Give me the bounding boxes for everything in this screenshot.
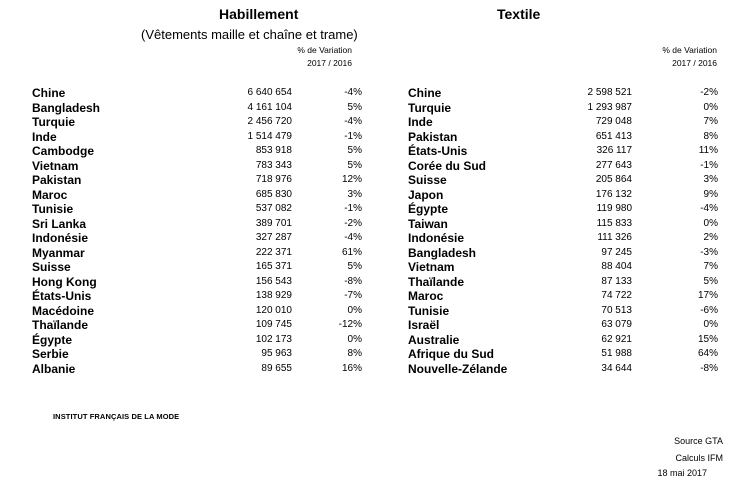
value-cell: 156 543 (255, 275, 292, 287)
country-name: Turquie (408, 100, 452, 115)
variation-cell: 0% (347, 304, 362, 316)
country-name: Hong Kong (32, 274, 97, 289)
table-row (32, 115, 362, 130)
country-name: Égypte (32, 332, 73, 347)
variation-cell: -2% (344, 217, 362, 229)
date-note: 18 mai 2017 (657, 468, 707, 478)
table-row (32, 101, 362, 116)
country-name: Égypte (408, 202, 449, 216)
country-name: Suisse (32, 260, 71, 274)
variation-cell: 11% (698, 145, 718, 156)
country-name: Indonésie (408, 231, 465, 245)
country-name: Thaïlande (408, 274, 465, 289)
variation-cell: 5% (347, 145, 362, 156)
value-cell: 1 514 479 (247, 130, 292, 142)
variation-cell: -8% (344, 275, 362, 287)
variation-cell: 5% (347, 159, 362, 171)
table-row (32, 347, 362, 362)
country-name: Pakistan (408, 129, 458, 144)
country-name: Thaïlande (32, 318, 89, 332)
value-cell: 34 644 (601, 362, 632, 374)
variation-cell: 0% (703, 101, 718, 113)
value-cell: 205 864 (595, 174, 632, 185)
habillement-subtitle: (Vêtements maille et chaîne et trame) (141, 27, 358, 42)
value-cell: 222 371 (255, 246, 292, 258)
variation-cell: -4% (344, 116, 362, 127)
country-name: Inde (32, 129, 57, 144)
value-cell: 685 830 (255, 188, 292, 200)
variation-cell: 17% (697, 290, 718, 301)
value-cell: 111 326 (597, 232, 632, 243)
variation-cell: 5% (347, 101, 362, 113)
value-cell: 4 161 104 (247, 101, 292, 113)
textile-column-header-line1: % de Variation (662, 45, 717, 55)
textile-title: Textile (497, 6, 541, 22)
table-row (32, 304, 362, 319)
country-name: Turquie (32, 115, 76, 129)
country-name: Maroc (408, 289, 444, 303)
value-cell: 63 079 (601, 319, 632, 330)
table-row (32, 159, 362, 174)
value-cell: 115 833 (596, 217, 632, 229)
table-row (408, 173, 718, 188)
variation-cell: 9% (703, 188, 718, 200)
table-row (32, 260, 362, 275)
value-cell: 62 921 (601, 333, 632, 345)
table-row (32, 333, 362, 348)
value-cell: 120 010 (255, 304, 292, 316)
variation-cell: -6% (700, 304, 718, 316)
variation-cell: -8% (700, 362, 718, 374)
value-cell: 729 048 (595, 116, 632, 127)
value-cell: 138 929 (255, 290, 292, 301)
table-row (32, 188, 362, 203)
country-name: Suisse (408, 173, 447, 187)
table-row (32, 217, 362, 232)
country-name: Corée du Sud (408, 158, 487, 173)
country-name: Tunisie (408, 303, 450, 318)
table-row (32, 202, 362, 217)
variation-cell: -12% (338, 319, 362, 330)
variation-cell: 0% (347, 333, 362, 345)
variation-cell: 0% (703, 217, 718, 229)
variation-cell: -2% (700, 87, 718, 98)
country-name: Chine (408, 86, 442, 100)
variation-cell: 8% (347, 348, 362, 359)
variation-cell: 61% (341, 246, 362, 258)
country-name: Maroc (32, 187, 68, 202)
value-cell: 6 640 654 (247, 87, 292, 98)
table-row (408, 231, 718, 246)
variation-cell: 5% (347, 261, 362, 272)
habillement-column-header-line1: % de Variation (297, 45, 352, 55)
variation-cell: 2% (703, 232, 718, 243)
table-row (32, 144, 362, 159)
institute-name: INSTITUT FRANÇAIS DE LA MODE (53, 412, 180, 421)
country-name: Cambodge (32, 144, 95, 158)
table-row (408, 159, 718, 174)
table-row (408, 246, 718, 261)
calculs-note: Calculs IFM (675, 453, 723, 463)
variation-cell: 3% (347, 188, 362, 200)
country-name: Sri Lanka (32, 216, 87, 231)
country-name: Afrique du Sud (408, 347, 494, 361)
country-name: Vietnam (32, 158, 79, 173)
value-cell: 97 245 (601, 246, 632, 258)
value-cell: 783 343 (255, 159, 292, 171)
country-name: Pakistan (32, 173, 82, 187)
value-cell: 326 117 (596, 145, 632, 156)
value-cell: 102 173 (255, 333, 292, 345)
variation-cell: 15% (697, 333, 718, 345)
table-row (408, 304, 718, 319)
table-row (408, 318, 718, 333)
value-cell: 537 082 (255, 203, 292, 214)
value-cell: 87 133 (601, 275, 632, 287)
country-name: Bangladesh (32, 100, 101, 115)
table-row (408, 362, 718, 377)
country-name: Serbie (32, 347, 69, 361)
table-row (408, 217, 718, 232)
table-row (408, 260, 718, 275)
country-name: États-Unis (408, 144, 468, 158)
variation-cell: 7% (703, 261, 718, 272)
table-row (32, 86, 362, 101)
table-row (408, 144, 718, 159)
variation-cell: -3% (700, 246, 718, 258)
variation-cell: 8% (703, 130, 718, 142)
habillement-column-header (280, 44, 352, 70)
variation-cell: 7% (703, 116, 718, 127)
value-cell: 718 976 (255, 174, 292, 185)
country-name: Vietnam (408, 260, 455, 274)
textile-column-header-line2: 2017 / 2016 (672, 58, 717, 68)
textile-column-header (645, 44, 717, 70)
table-row (408, 130, 718, 145)
variation-cell: 5% (703, 275, 718, 287)
variation-cell: -1% (700, 159, 718, 171)
variation-cell: 64% (697, 348, 718, 359)
table-row (32, 289, 362, 304)
country-name: Chine (32, 86, 66, 100)
value-cell: 51 988 (601, 348, 632, 359)
table-row (32, 130, 362, 145)
country-name: Taiwan (408, 216, 448, 231)
country-name: Indonésie (32, 231, 89, 245)
country-name: Albanie (32, 361, 76, 376)
table-row (408, 347, 718, 362)
country-name: États-Unis (32, 289, 92, 303)
value-cell: 2 598 521 (587, 87, 632, 98)
value-cell: 119 980 (596, 203, 632, 214)
table-row (32, 362, 362, 377)
table-row (32, 246, 362, 261)
country-name: Tunisie (32, 202, 74, 216)
table-row (408, 188, 718, 203)
variation-cell: -7% (344, 290, 362, 301)
habillement-title: Habillement (219, 6, 299, 22)
variation-cell: -4% (344, 232, 362, 243)
value-cell: 109 745 (255, 319, 292, 330)
country-name: Myanmar (32, 245, 85, 260)
country-name: Israël (408, 318, 440, 332)
country-name: Macédoine (32, 303, 95, 318)
value-cell: 651 413 (595, 130, 632, 142)
value-cell: 165 371 (255, 261, 292, 272)
country-name: Japon (408, 187, 444, 202)
table-row (408, 202, 718, 217)
table-row (32, 173, 362, 188)
value-cell: 74 722 (601, 290, 632, 301)
country-name: Bangladesh (408, 245, 477, 260)
variation-cell: -1% (344, 130, 362, 142)
table-row (408, 289, 718, 304)
variation-cell: -4% (344, 87, 362, 98)
value-cell: 853 918 (255, 145, 292, 156)
table-row (408, 86, 718, 101)
habillement-table (32, 86, 362, 376)
textile-table (408, 86, 718, 376)
country-name: Inde (408, 115, 433, 129)
table-row (408, 275, 718, 290)
variation-cell: 0% (703, 319, 718, 330)
table-row (408, 333, 718, 348)
value-cell: 277 643 (595, 159, 632, 171)
variation-cell: -1% (344, 203, 362, 214)
value-cell: 89 655 (261, 362, 292, 374)
variation-cell: -4% (700, 203, 718, 214)
table-row (408, 101, 718, 116)
value-cell: 2 456 720 (247, 116, 292, 127)
table-row (32, 318, 362, 333)
variation-cell: 16% (341, 362, 362, 374)
country-name: Australie (408, 332, 460, 347)
table-row (32, 231, 362, 246)
value-cell: 95 963 (261, 348, 292, 359)
value-cell: 389 701 (255, 217, 292, 229)
country-name: Nouvelle-Zélande (408, 361, 508, 376)
habillement-column-header-line2: 2017 / 2016 (307, 58, 352, 68)
value-cell: 70 513 (601, 304, 632, 316)
variation-cell: 12% (341, 174, 362, 185)
value-cell: 88 404 (601, 261, 632, 272)
value-cell: 176 132 (595, 188, 632, 200)
variation-cell: 3% (703, 174, 718, 185)
value-cell: 1 293 987 (587, 101, 632, 113)
value-cell: 327 287 (255, 232, 292, 243)
table-row (32, 275, 362, 290)
table-row (408, 115, 718, 130)
source-note: Source GTA (674, 436, 723, 446)
